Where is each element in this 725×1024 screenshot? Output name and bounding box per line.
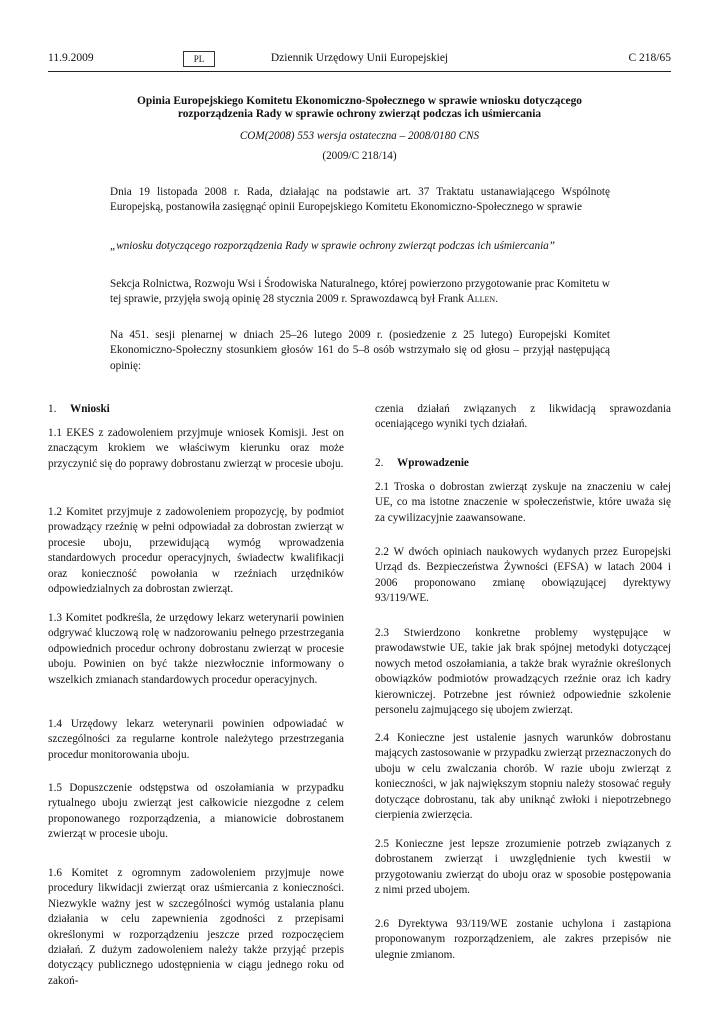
paragraph-1-4: 1.4 Urzędowy lekarz weterynarii powinien odpowiadać w szczególności za regularne kontrole należytego przestrzegania procedur monitorowania uboju. [48,718,344,761]
paragraph-2-5: 2.5 Konieczne jest lepsze zrozumienie potrzeb związanych z dobrostanem zwierząt i uwzględnienie tych kwestii w przygotowaniu zwierząt do uboju oraz w sposobie postępowania z nimi przed ubojem. [375,838,671,897]
header-rule [48,71,671,72]
paragraph-1-5: 1.5 Dopuszczenie odstępstwa od oszołamiania w przypadku rytualnego uboju zwierząt jest całkowicie niezgodne z celem proponowanego rozporządzenia, a mianowicie dobrostanem zwierząt w procesie uboju. [48,782,344,841]
journal-name: Dziennik Urzędowy Unii Europejskiej [270,52,449,64]
issue-date: 11.9.2009 [48,52,94,64]
document-title: Opinia Europejskiego Komitetu Ekonomiczno-Społecznego w sprawie wniosku dotyczącego rozporządzenia Rady w sprawie ochrony zwierząt podczas ich uśmiercania [137,95,582,121]
section-1-title: Wnioski [70,403,110,415]
section-2-number: 2. [375,457,384,469]
section-1-number: 1. [48,403,57,415]
paragraph-2-3: 2.3 Stwierdzono konkretne problemy występujące w prawodawstwie UE, takie jak brak spójnej metodyki dotyczącej nowych metod oszołamiania, a także brak wyraźnie określonych obowiązków podmiotów prowadzących rzeźnie oraz ich kadry kierowniczej. Potrzebne jest również odpowiednie szkolenie personelu zajmującego się ubojem zwierząt. [375,627,671,717]
document-reference: COM(2008) 553 wersja ostateczna – 2008/0180 CNS [239,130,480,142]
section-2-heading [375,456,671,471]
language-badge: PL [183,51,215,67]
rapporteur-name: Allen [466,293,496,306]
intro-paragraph-3 [110,277,610,308]
paragraph-1-1: 1.1 EKES z zadowoleniem przyjmuje wniosek Komisji. Jest on znaczącym krokiem we właściwym kierunku oraz może przyczynić się do poprawy dobrostanu zwierząt w procesie uboju. [48,427,344,470]
intro-paragraph-1: Dnia 19 listopada 2008 r. Rada, działając na podstawie art. 37 Traktatu ustanawiającego Wspólnotę Europejską, postanowiła zasięgnąć opinii Europejskiego Komitetu Ekonomiczno-Społecznego w sprawie [110,186,610,214]
paragraph-2-1: 2.1 Troska o dobrostan zwierząt zyskuje na znaczeniu w całej UE, co ma istotne znaczenie w społeczeństwie, które uważa się za cywilizacyjnie zaawansowane. [375,481,671,524]
paragraph-2-2: 2.2 W dwóch opiniach naukowych wydanych przez Europejski Urząd ds. Bezpieczeństwa Żywności (EFSA) w latach 2004 i 2006 proponowano zmianę obowiązującej dyrektywy 93/119/WE. [375,546,671,605]
intro-paragraph-3-text: Sekcja Rolnictwa, Rozwoju Wsi i Środowiska Naturalnego, której powierzono przygotowanie prac Komitetu w tej sprawie, przyjęła swoją opinię 28 stycznia 2009 r. Sprawozdawcą był Frank [110,278,610,306]
intro-paragraph-3-end: . [495,293,498,306]
paragraph-1-6-continued: czenia działań związanych z likwidacją sprawozdania oceniającego wyniki tych działań. [375,403,671,431]
page-header [48,52,671,70]
paragraph-1-3: 1.3 Komitet podkreśla, że urzędowy lekarz weterynarii powinien odgrywać kluczową rolę w nadzorowaniu pełnego przestrzegania odpowiednich procedur ochrony dobrostanu zwierząt w procesie uboju. Powinien on być także niezwłocznie informowany o wszelkich zmianach standardowych procedur operacyjnych. [48,612,344,686]
section-1-heading [48,402,344,417]
document-number: (2009/C 218/14) [322,150,397,162]
intro-quote: „wniosku dotyczącego rozporządzenia Rady w sprawie ochrony zwierząt podczas ich uśmiercania” [110,240,555,252]
intro-paragraph-4: Na 451. sesji plenarnej w dniach 25–26 lutego 2009 r. (posiedzenie z 25 lutego) Europejski Komitet Ekonomiczno-Społeczny stosunkiem głosów 161 do 5–8 osób wstrzymało się od głosu – przyjął następującą opinię: [110,329,610,372]
paragraph-2-6: 2.6 Dyrektywa 93/119/WE zostanie uchylona i zastąpiona proponowanym rozporządzeniem, ale zakres przepisów nie ulegnie zmianom. [375,918,671,961]
paragraph-2-4: 2.4 Konieczne jest ustalenie jasnych warunków dobrostanu mających zastosowanie w przypadku zwierząt przeznaczonych do uboju w celu zwalczania chorób. W razie uboju zwierząt z konieczności, w jak największym stopniu należy stosować reguły dotyczące dobrostanu, tak aby uniknąć zwłoki i niepotrzebnego cierpienia zwierzęcia. [375,732,671,822]
paragraph-1-6: 1.6 Komitet z ogromnym zadowoleniem przyjmuje nowe procedury likwidacji zwierząt oraz uśmiercania z konieczności. Niezwykle ważny jest w szczególności wymóg ustalania planu działania w celu zapewnienia zgodności z przepisami określonymi w rozporządzeniu jeszcze przed rozpoczęciem działań. Z dużym zadowoleniem należy także przyjąć przepis dotyczący publicznego udostępnienia w ciągu jednego roku od zakoń- [48,867,344,987]
page-reference: C 218/65 [628,52,671,64]
paragraph-1-2: 1.2 Komitet przyjmuje z zadowoleniem propozycję, by podmiot prowadzący rzeźnię w pełni odpowiadał za dobrostan zwierząt w procesie uboju, przewidującą wymóg wprowadzenia standardowych procedur operacyjnych, świadectw kwalifikacji oraz konieczność powołania w rzeźniach urzędników odpowiedzialnych za dobrostan zwierząt. [48,506,344,596]
section-2-title: Wprowadzenie [397,457,469,469]
